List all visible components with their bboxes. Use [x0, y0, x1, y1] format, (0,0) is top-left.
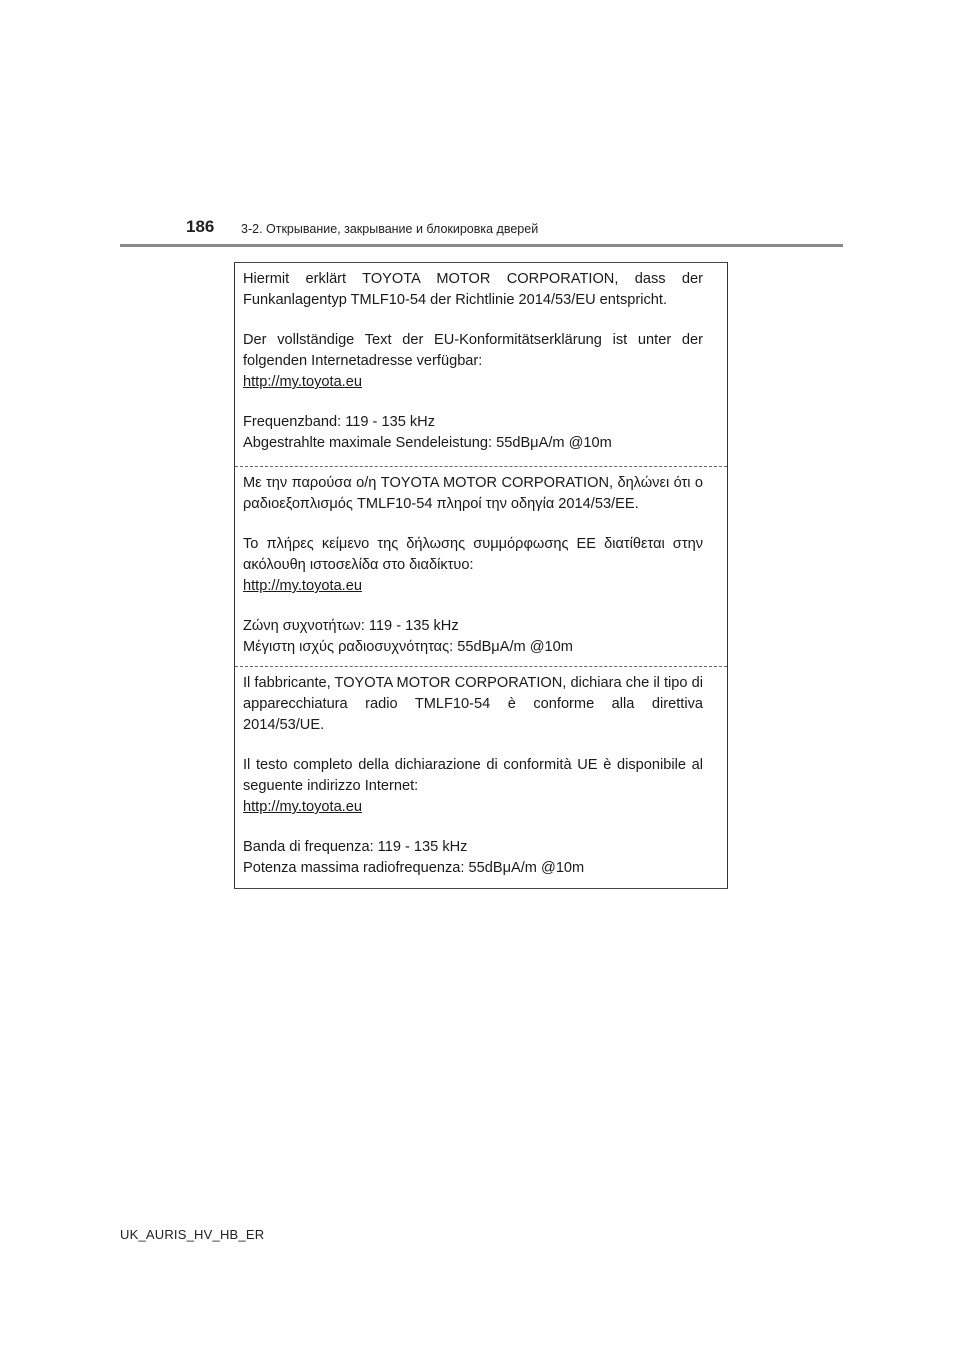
page-number: 186	[186, 217, 215, 236]
frequency-band: Frequenzband: 119 - 135 kHz	[243, 414, 435, 430]
frequency-band: Banda di frequenza: 119 - 135 kHz	[243, 839, 468, 855]
section-title: 3-2. Открывание, закрывание и блокировка дверей	[241, 222, 539, 236]
frequency-band: Ζώνη συχνοτήτων: 119 - 135 kHz	[243, 618, 459, 634]
availability-text: Το πλήρες κείμενο της δήλωσης συμμόρφωσης ΕΕ διατίθεται στην ακόλουθη ιστοσελίδα στο διαδίκτυο:	[243, 536, 703, 573]
availability-paragraph	[243, 534, 703, 597]
technical-paragraph	[243, 412, 703, 454]
declaration-german	[235, 263, 727, 466]
max-power: Μέγιστη ισχύς ραδιοσυχνότητας: 55dBμA/m @10m	[243, 639, 573, 655]
declaration-box	[234, 262, 728, 889]
availability-text: Der vollständige Text der EU-Konformitätserklärung ist unter der folgenden Internetadresse verfügbar:	[243, 332, 703, 369]
availability-paragraph	[243, 330, 703, 393]
toyota-link[interactable]: http://my.toyota.eu	[243, 799, 362, 815]
availability-paragraph	[243, 755, 703, 818]
toyota-link[interactable]: http://my.toyota.eu	[243, 374, 362, 390]
declaration-paragraph: Il fabbricante, TOYOTA MOTOR CORPORATION, dichiara che il tipo di apparecchiatura radio TMLF10-54 è conforme alla direttiva 2014/53/UE.	[243, 675, 703, 733]
max-power: Abgestrahlte maximale Sendeleistung: 55dBμA/m @10m	[243, 435, 612, 451]
document-code: UK_AURIS_HV_HB_ER	[120, 1227, 265, 1242]
header-divider	[120, 244, 843, 247]
technical-paragraph	[243, 616, 703, 658]
availability-text: Il testo completo della dichiarazione di conformità UE è disponibile al seguente indirizzo Internet:	[243, 757, 703, 794]
toyota-link[interactable]: http://my.toyota.eu	[243, 578, 362, 594]
technical-paragraph	[243, 837, 703, 879]
max-power: Potenza massima radiofrequenza: 55dBμA/m @10m	[243, 860, 585, 876]
declaration-paragraph: Με την παρούσα ο/η TOYOTA MOTOR CORPORATION, δηλώνει ότι ο ραδιοεξοπλισμός TMLF10-54 πληροί την οδηγία 2014/53/ΕΕ.	[243, 475, 703, 512]
declaration-italian	[235, 666, 727, 888]
declaration-greek	[235, 466, 727, 666]
declaration-paragraph: Hiermit erklärt TOYOTA MOTOR CORPORATION, dass der Funkanlagentyp TMLF10-54 der Richtlinie 2014/53/EU entspricht.	[243, 271, 703, 308]
